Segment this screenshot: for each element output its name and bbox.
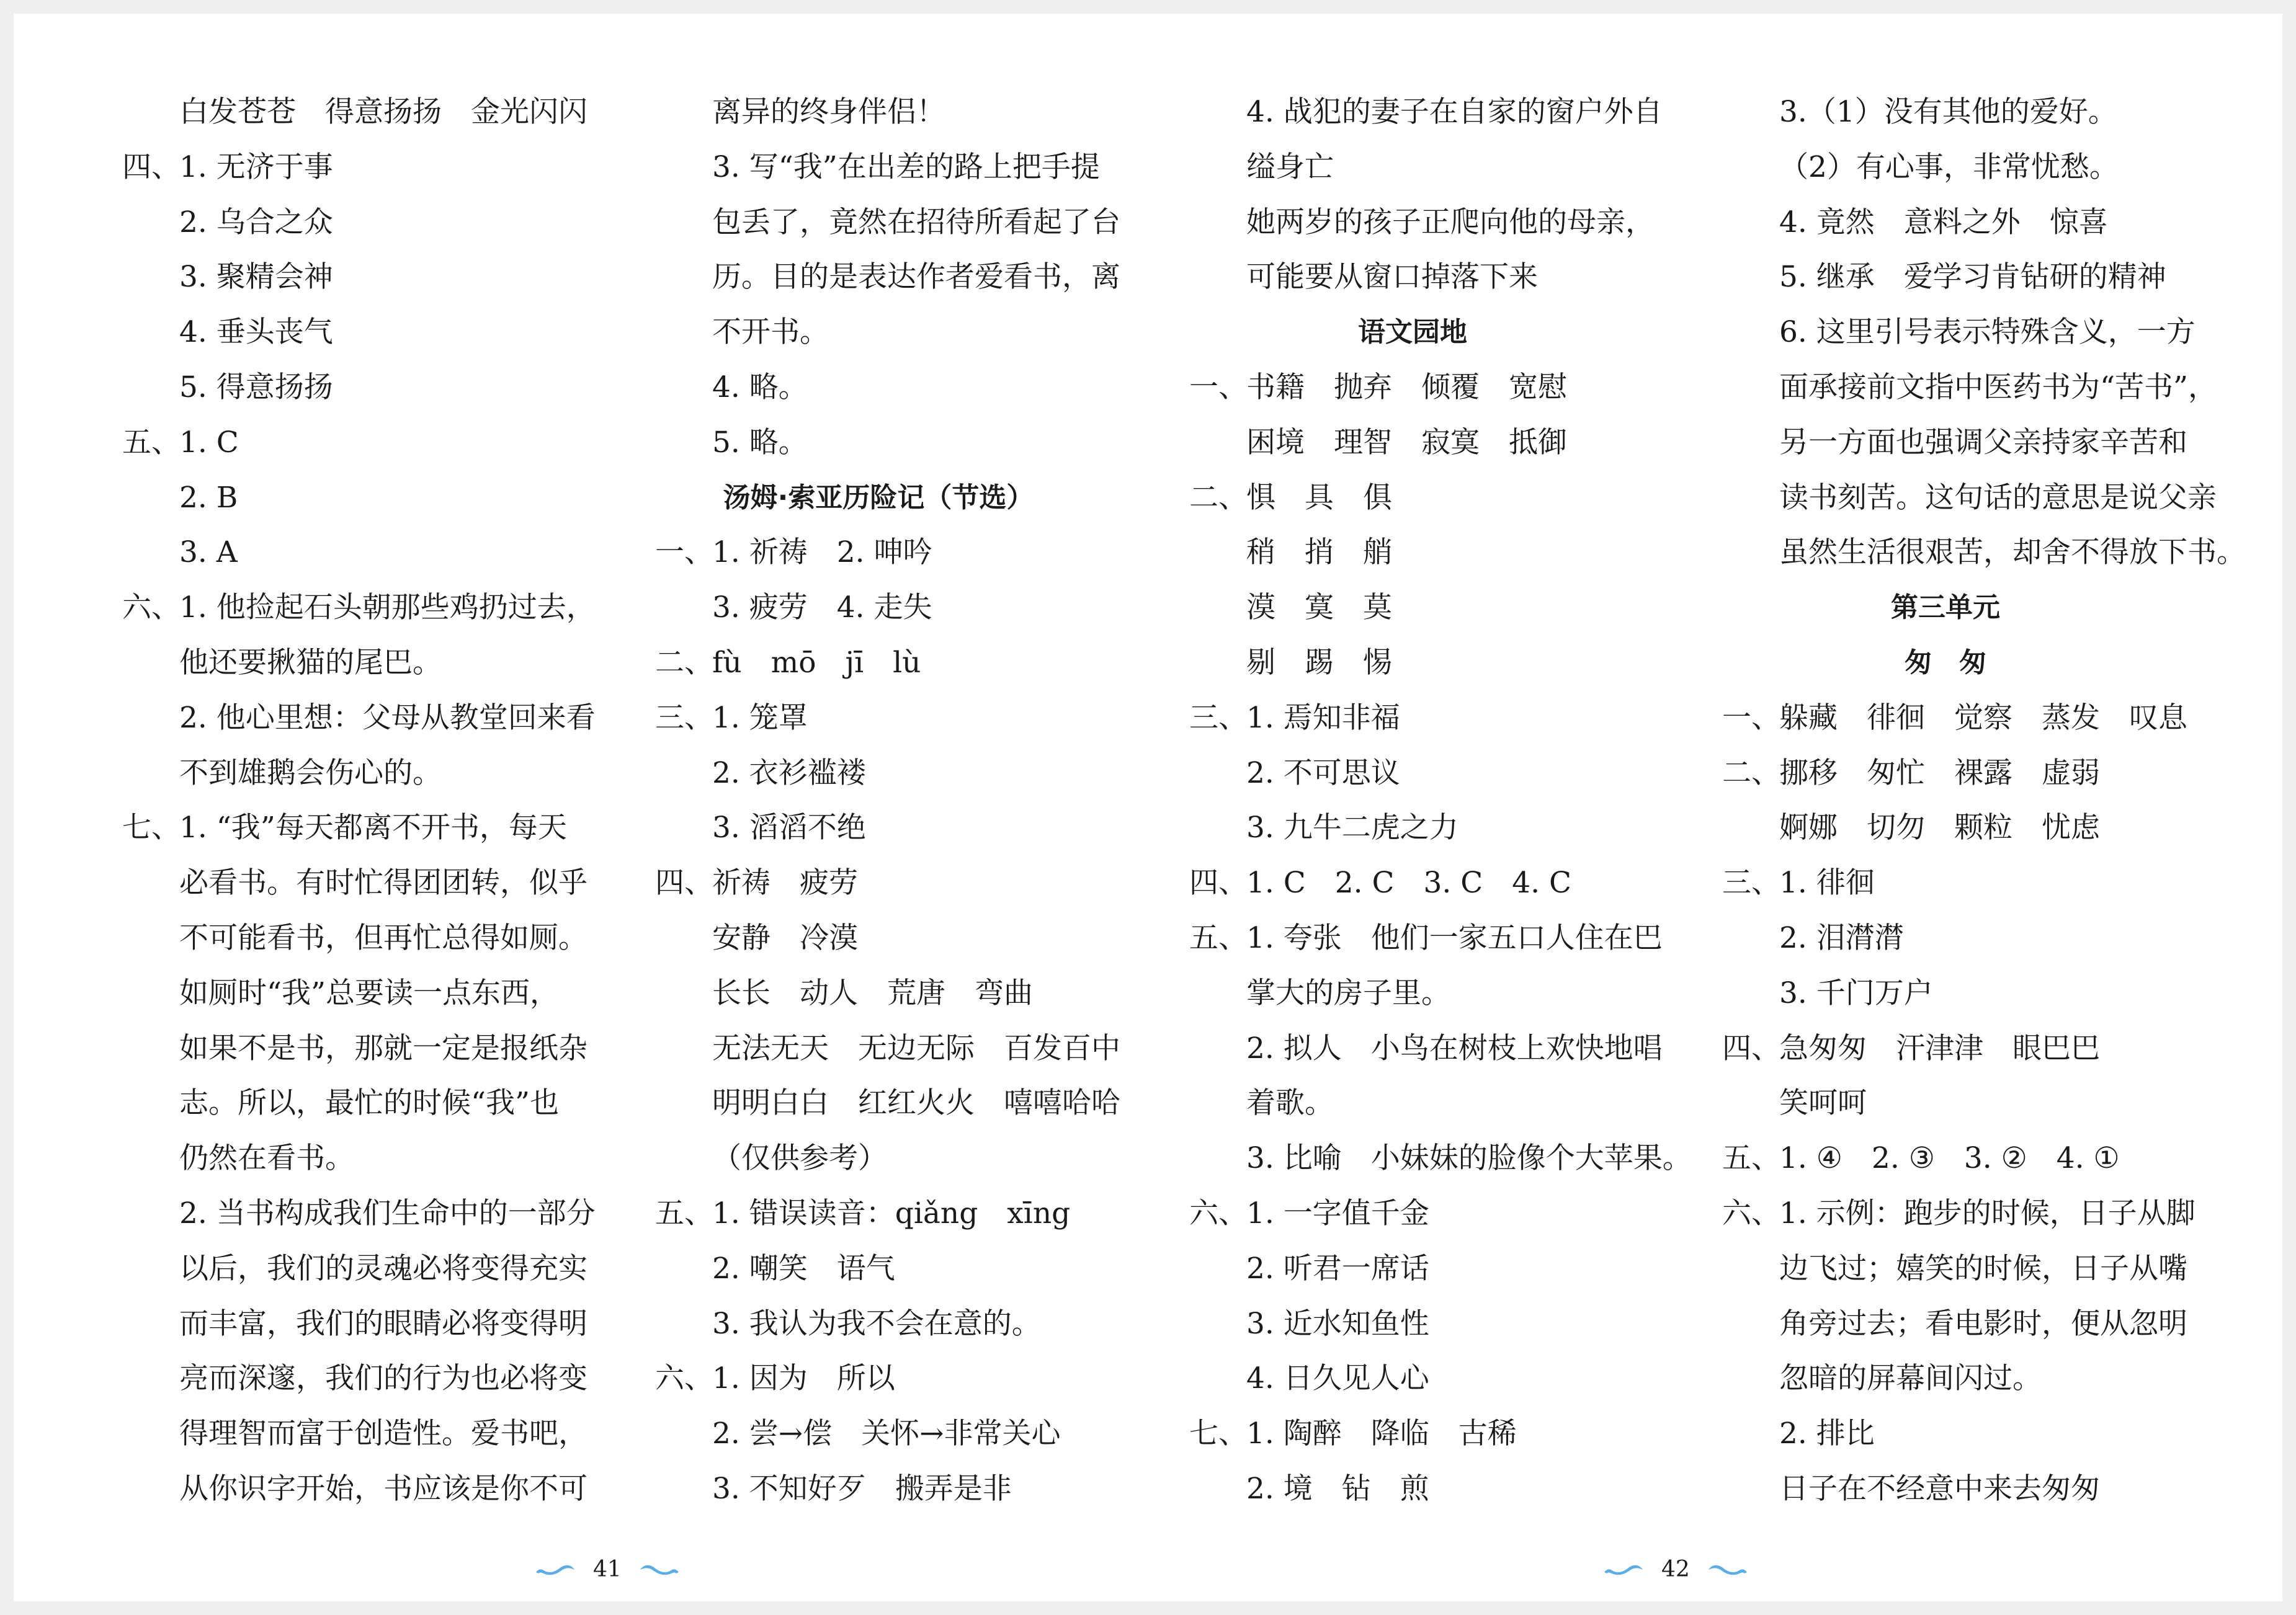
answer-text: 不可能看书，但再忙总得如厕。 <box>179 920 587 955</box>
answer-text: 2. 听君一席话 <box>1246 1251 1429 1286</box>
answer-line <box>655 85 1102 140</box>
answer-line <box>1189 1407 1636 1462</box>
answer-text: 他还要揪猫的尾巴。 <box>179 645 442 680</box>
answer-line <box>1722 416 2187 471</box>
answer-text: 不开书。 <box>712 315 829 350</box>
answer-line <box>1722 1462 2169 1517</box>
answer-line <box>1722 1021 2169 1077</box>
answer-line <box>122 1242 587 1297</box>
answer-line <box>1722 360 2218 416</box>
document-page <box>14 14 2282 1601</box>
answer-text: 4. 略。 <box>712 370 808 404</box>
answer-line <box>122 746 569 801</box>
answer-line <box>122 85 587 140</box>
answer-line <box>1722 85 2169 140</box>
answer-text: 仍然在看书。 <box>179 1141 354 1176</box>
page-number: 42 <box>1661 1556 1690 1582</box>
answer-text: 1. 祈祷 2. 呻吟 <box>712 535 932 570</box>
answer-line <box>1189 85 1663 140</box>
answer-text: 祈祷 疲劳 <box>712 866 858 901</box>
answer-line <box>1189 691 1636 746</box>
answer-line <box>122 1462 587 1517</box>
answer-text: 1. 陶醉 降临 古稀 <box>1246 1417 1517 1451</box>
answer-text: 挪移 匆忙 裸露 虚弱 <box>1779 755 2100 790</box>
answer-text: 3. 九牛二虎之力 <box>1246 811 1458 845</box>
answer-text: 2. 拟人 小鸟在树枝上欢快地唱 <box>1246 1031 1663 1066</box>
answer-line <box>655 360 1102 416</box>
answer-line <box>1722 1297 2187 1352</box>
answer-text: 她两岁的孩子正爬向他的母亲， <box>1246 205 1655 239</box>
column-3 <box>1189 85 1692 1517</box>
answer-text: 2. 他心里想：父母从教堂回来看 <box>179 700 596 735</box>
question-number: 一、 <box>655 535 713 570</box>
answer-text: 3. 写“我”在出差的路上把手提 <box>712 149 1100 184</box>
answer-text: 如厕时“我”总要读一点东西， <box>179 976 560 1010</box>
answer-line <box>122 691 596 746</box>
answer-line <box>122 911 587 966</box>
answer-line <box>1189 525 1636 581</box>
answer-text: 2. 嘲笑 语气 <box>712 1251 895 1286</box>
answer-line <box>655 746 1102 801</box>
answer-text: 1. 一字值千金 <box>1246 1196 1429 1230</box>
question-number: 四、 <box>1722 1031 1780 1066</box>
answer-line <box>1722 1131 2169 1186</box>
answer-line <box>1189 250 1636 305</box>
answer-text: 1. 他捡起石头朝那些鸡扔过去， <box>179 590 596 625</box>
answer-line <box>655 195 1120 251</box>
answer-text: 1. 示例：跑步的时候，日子从脚 <box>1779 1196 2195 1230</box>
answer-line <box>122 1297 587 1352</box>
section-heading: 语文园地 <box>1358 316 1467 349</box>
answer-line <box>655 525 1102 581</box>
answer-line <box>1189 1186 1636 1242</box>
answer-line <box>1189 416 1636 471</box>
answer-line <box>655 1351 1102 1407</box>
answer-line <box>655 1242 1102 1297</box>
answer-line <box>1189 1297 1636 1352</box>
answer-line <box>1722 1351 2169 1407</box>
answer-line <box>1189 1131 1692 1186</box>
answer-line <box>122 801 569 856</box>
answer-line <box>1722 746 2169 801</box>
answer-line <box>1189 856 1636 911</box>
answer-text: 3. 我认为我不会在意的。 <box>712 1306 1041 1341</box>
answer-line <box>122 1351 587 1407</box>
answer-text: 1. “我”每天都离不开书，每天 <box>179 811 567 845</box>
answer-line <box>1189 1462 1636 1517</box>
question-number: 七、 <box>122 811 181 845</box>
section-heading: 匆 匆 <box>1905 646 1986 678</box>
column-2 <box>655 85 1120 1517</box>
answer-text: 而丰富，我们的眼睛必将变得明 <box>179 1306 587 1341</box>
answer-line <box>655 250 1120 305</box>
page-footer-left <box>534 1550 681 1588</box>
answer-line <box>1722 1407 2169 1462</box>
answer-line <box>1189 360 1636 416</box>
answer-text: 6. 这里引号表示特殊含义，一方 <box>1779 315 2195 350</box>
answer-text: 1. 徘徊 <box>1779 866 1875 901</box>
answer-text: 5. 继承 爱学习肯钻研的精神 <box>1779 260 2166 295</box>
answer-line <box>1189 1351 1636 1407</box>
answer-text: 5. 略。 <box>712 425 808 460</box>
answer-line <box>122 966 569 1021</box>
answer-text: 2. 泪潸潸 <box>1779 920 1904 955</box>
answer-line <box>1722 1076 2169 1131</box>
answer-text: 2. 境 钻 煎 <box>1246 1471 1429 1506</box>
answer-line <box>655 911 1102 966</box>
answer-text: 躲藏 徘徊 觉察 蒸发 叹息 <box>1779 700 2187 735</box>
answer-line <box>1189 1021 1663 1077</box>
answer-text: 3.（1）没有其他的爱好。 <box>1779 95 2117 129</box>
answer-text: 4. 竟然 意料之外 惊喜 <box>1779 205 2108 239</box>
question-number: 四、 <box>655 866 713 901</box>
answer-line <box>1189 471 1636 526</box>
answer-text: 2. 不可思议 <box>1246 755 1400 790</box>
answer-text: 包丢了，竟然在招待所看起了台 <box>712 205 1120 239</box>
answer-text: 2. 尝→偿 关怀→非常关心 <box>712 1417 1061 1451</box>
answer-text: 虽然生活很艰苦，却舍不得放下书。 <box>1779 535 2246 570</box>
answer-line <box>655 1021 1120 1077</box>
answer-line <box>1722 140 2169 195</box>
answer-line <box>655 1186 1102 1242</box>
answer-line <box>122 1186 596 1242</box>
answer-line <box>655 636 1102 691</box>
answer-line <box>122 1076 569 1131</box>
answer-text: 忽暗的屏幕间闪过。 <box>1779 1361 2042 1396</box>
answer-line <box>655 581 1102 636</box>
answer-text: 着歌。 <box>1246 1086 1334 1121</box>
page-footer-right <box>1602 1550 1749 1588</box>
answer-text: 2. 排比 <box>1779 1417 1875 1451</box>
answer-text: 历。目的是表达作者爱看书，离 <box>712 260 1120 295</box>
answer-text: 以后，我们的灵魂必将变得充实 <box>179 1251 587 1286</box>
answer-line <box>1722 966 2169 1021</box>
answer-text: 3. 比喻 小妹妹的脸像个大苹果。 <box>1246 1141 1692 1176</box>
answer-line <box>655 1131 1102 1186</box>
question-number: 二、 <box>1189 480 1248 515</box>
answer-text: 2. 乌合之众 <box>179 205 333 239</box>
answer-line <box>122 1131 569 1186</box>
section-heading: 第三单元 <box>1891 592 2000 624</box>
question-number: 五、 <box>655 1196 713 1230</box>
answer-text: 1. 因为 所以 <box>712 1361 895 1396</box>
answer-text: 1. 无济于事 <box>179 149 333 184</box>
answer-text: 1. ④ 2. ③ 3. ② 4. ① <box>1779 1141 2120 1176</box>
answer-line <box>1189 801 1636 856</box>
question-number: 二、 <box>655 645 713 680</box>
answer-line <box>655 1407 1102 1462</box>
answer-text: 明明白白 红红火火 嘻嘻哈哈 <box>712 1086 1120 1121</box>
answer-text: fù mō jī lù <box>712 645 921 680</box>
answer-line <box>1722 691 2187 746</box>
answer-line <box>122 140 569 195</box>
answer-text: 1. C 2. C 3. C 4. C <box>1246 866 1571 901</box>
answer-text: 3. 千门万户 <box>1779 976 1933 1010</box>
answer-text: 4. 战犯的妻子在自家的窗户外自 <box>1246 95 1663 129</box>
column-4 <box>1722 85 2246 1517</box>
answer-line <box>122 471 569 526</box>
answer-text: 3. 疲劳 4. 走失 <box>712 590 932 625</box>
answer-text: 另一方面也强调父亲持家辛苦和 <box>1779 425 2187 460</box>
answer-line <box>1189 636 1636 691</box>
answer-text: 1. 笼罩 <box>712 700 808 735</box>
ornament-right-icon <box>638 1561 681 1577</box>
answer-text: 3. 不知好歹 搬弄是非 <box>712 1471 1012 1506</box>
question-number: 六、 <box>655 1361 713 1396</box>
question-number: 四、 <box>1189 866 1248 901</box>
answer-text: 稍 捎 艄 <box>1246 535 1392 570</box>
answer-text: （仅供参考） <box>712 1141 887 1176</box>
answer-text: 剔 踢 惕 <box>1246 645 1392 680</box>
answer-line <box>1722 471 2217 526</box>
answer-text: 3. 近水知鱼性 <box>1246 1306 1429 1341</box>
page-number: 41 <box>593 1556 622 1582</box>
answer-text: 缢身亡 <box>1246 149 1334 184</box>
question-number: 七、 <box>1189 1417 1248 1451</box>
answer-text: 2. 当书构成我们生命中的一部分 <box>179 1196 596 1230</box>
answer-line <box>122 360 569 416</box>
answer-line <box>122 1021 587 1077</box>
answer-text: 离异的终身伴侣！ <box>712 95 945 129</box>
answer-line <box>655 1076 1120 1131</box>
answer-line <box>1189 140 1636 195</box>
ornament-left-icon <box>1602 1561 1645 1577</box>
answer-text: 日子在不经意中来去匆匆 <box>1779 1471 2100 1506</box>
answer-line <box>1722 1186 2195 1242</box>
answer-line <box>655 416 1102 471</box>
question-number: 三、 <box>655 700 713 735</box>
answer-text: 得理智而富于创造性。爱书吧， <box>179 1417 587 1451</box>
answer-line <box>1189 195 1655 251</box>
question-number: 五、 <box>122 425 181 460</box>
answer-line <box>122 195 569 251</box>
question-number: 三、 <box>1722 866 1780 901</box>
answer-text: 掌大的房子里。 <box>1246 976 1450 1010</box>
answer-text: 3. 滔滔不绝 <box>712 811 866 845</box>
answer-line <box>1189 1076 1636 1131</box>
answer-line <box>1722 525 2246 581</box>
answer-line <box>655 305 1102 360</box>
question-number: 二、 <box>1722 755 1780 790</box>
ornament-right-icon <box>1706 1561 1749 1577</box>
question-number: 三、 <box>1189 700 1248 735</box>
answer-text: 长长 动人 荒唐 弯曲 <box>712 976 1033 1010</box>
column-1 <box>122 85 596 1517</box>
question-number: 六、 <box>122 590 181 625</box>
answer-text: 角旁过去；看电影时，便从忽明 <box>1779 1306 2187 1341</box>
answer-line <box>655 140 1102 195</box>
answer-line <box>122 581 596 636</box>
question-number: 四、 <box>122 149 181 184</box>
answer-line <box>655 1297 1102 1352</box>
answer-line <box>122 305 569 360</box>
question-number: 五、 <box>1189 920 1248 955</box>
answer-text: （2）有心事，非常忧愁。 <box>1779 149 2119 184</box>
answer-text: 1. 焉知非福 <box>1246 700 1400 735</box>
answer-line <box>1722 801 2169 856</box>
answer-text: 惧 具 俱 <box>1246 480 1392 515</box>
ornament-left-icon <box>534 1561 577 1577</box>
answer-text: 3. A <box>179 535 238 570</box>
answer-line <box>655 801 1102 856</box>
answer-line <box>1189 966 1636 1021</box>
answer-line <box>1722 911 2169 966</box>
answer-text: 漠 寞 莫 <box>1246 590 1392 625</box>
answer-line <box>1722 856 2169 911</box>
answer-line <box>122 525 569 581</box>
answer-text: 安静 冷漠 <box>712 920 858 955</box>
answer-text: 笑呵呵 <box>1779 1086 1867 1121</box>
question-number: 六、 <box>1189 1196 1248 1230</box>
answer-text: 2. B <box>179 480 238 515</box>
answer-line <box>655 966 1102 1021</box>
answer-text: 4. 日久见人心 <box>1246 1361 1429 1396</box>
answer-line <box>1722 250 2169 305</box>
answer-line <box>122 416 569 471</box>
answer-line <box>1189 581 1636 636</box>
answer-text: 可能要从窗口掉落下来 <box>1246 260 1538 295</box>
answer-line <box>122 1407 587 1462</box>
answer-line <box>1722 305 2195 360</box>
answer-text: 婀娜 切勿 颗粒 忧虑 <box>1779 811 2100 845</box>
answer-text: 5. 得意扬扬 <box>179 370 333 404</box>
answer-text: 书籍 抛弃 倾覆 宽慰 <box>1246 370 1567 404</box>
question-number: 一、 <box>1189 370 1248 404</box>
answer-line <box>1722 1242 2187 1297</box>
answer-line <box>655 691 1102 746</box>
answer-text: 亮而深邃，我们的行为也必将变 <box>179 1361 587 1396</box>
question-number: 六、 <box>1722 1196 1780 1230</box>
question-number: 一、 <box>1722 700 1780 735</box>
answer-line <box>122 856 587 911</box>
answer-text: 必看书。有时忙得团团转，似乎 <box>179 866 587 901</box>
answer-text: 4. 垂头丧气 <box>179 315 333 350</box>
answer-text: 急匆匆 汗津津 眼巴巴 <box>1779 1031 2100 1066</box>
answer-text: 1. 夸张 他们一家五口人住在巴 <box>1246 920 1663 955</box>
answer-text: 志。所以，最忙的时候“我”也 <box>179 1086 560 1121</box>
answer-text: 边飞过；嬉笑的时候，日子从嘴 <box>1779 1251 2187 1286</box>
answer-text: 1. C <box>179 425 239 460</box>
answer-text: 白发苍苍 得意扬扬 金光闪闪 <box>179 95 587 129</box>
answer-text: 困境 理智 寂寞 抵御 <box>1246 425 1567 460</box>
answer-text: 不到雄鹅会伤心的。 <box>179 755 442 790</box>
answer-line <box>655 856 1102 911</box>
answer-text: 无法无天 无边无际 百发百中 <box>712 1031 1120 1066</box>
answer-line <box>1189 746 1636 801</box>
question-number: 五、 <box>1722 1141 1780 1176</box>
answer-line <box>122 250 569 305</box>
answer-line <box>1189 911 1663 966</box>
answer-text: 3. 聚精会神 <box>179 260 333 295</box>
answer-line <box>1722 195 2169 251</box>
answer-text: 2. 衣衫褴褛 <box>712 755 866 790</box>
answer-text: 从你识字开始，书应该是你不可 <box>179 1471 587 1506</box>
answer-line <box>122 636 569 691</box>
answer-text: 读书刻苦。这句话的意思是说父亲 <box>1779 480 2217 515</box>
section-heading: 汤姆·索亚历险记（节选） <box>723 481 1034 514</box>
answer-text: 面承接前文指中医药书为“苦书”， <box>1779 370 2218 404</box>
answer-line <box>655 1462 1102 1517</box>
answer-text: 如果不是书，那就一定是报纸杂 <box>179 1031 587 1066</box>
answer-text: 1. 错误读音：qiǎng xīng <box>712 1196 1071 1230</box>
answer-line <box>1189 1242 1636 1297</box>
